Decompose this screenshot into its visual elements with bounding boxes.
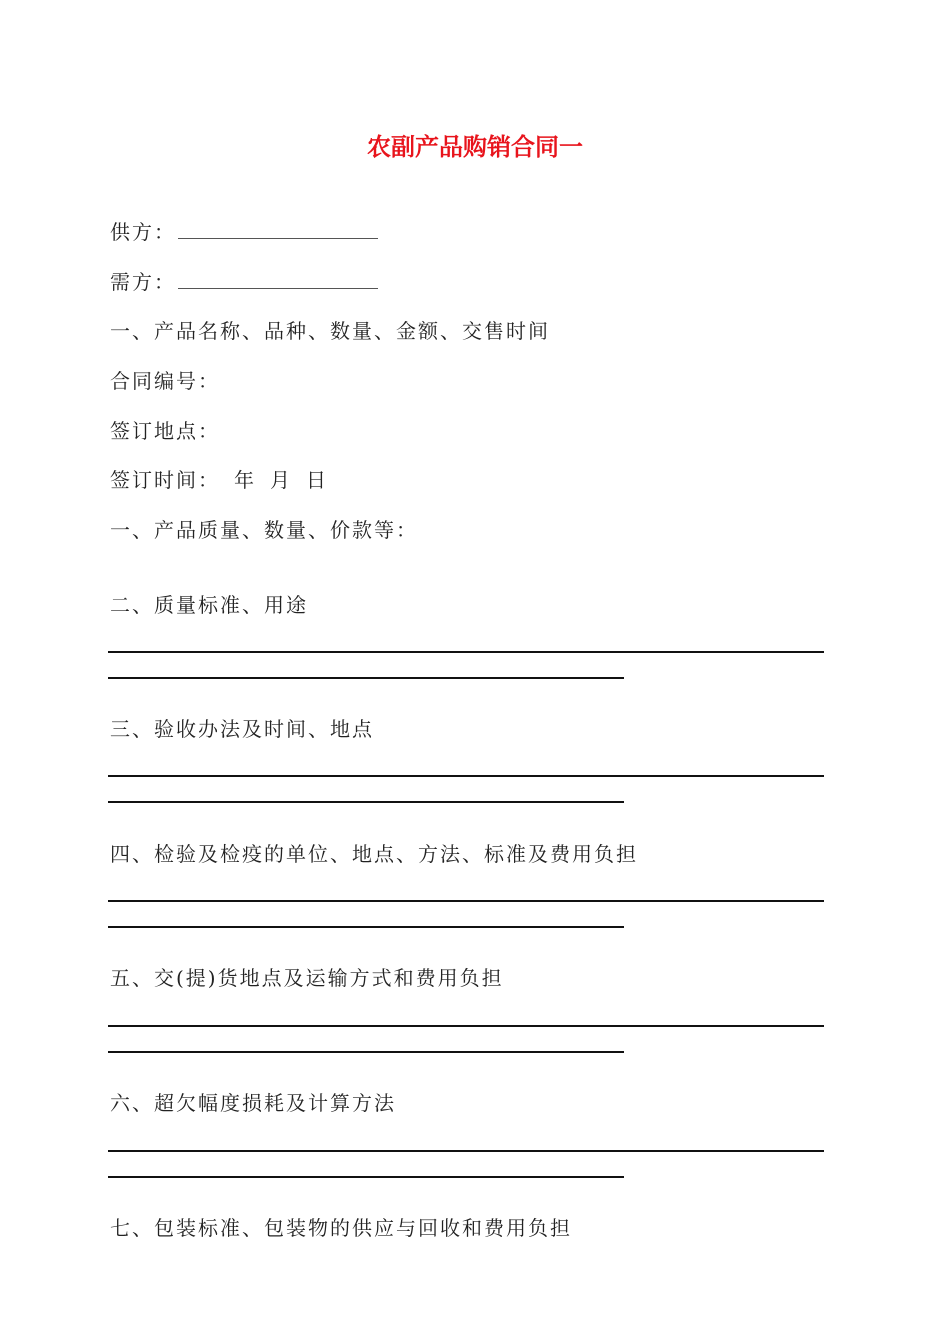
document-title: 农副产品购销合同一 [367, 133, 583, 161]
fill-in-rule [108, 801, 624, 803]
sign-day: 日 [306, 468, 328, 492]
buyer-line [110, 269, 378, 295]
supplier-line [110, 219, 378, 245]
fill-in-rule [108, 900, 824, 902]
buyer-label: 需方： [110, 270, 176, 294]
buyer-blank [178, 270, 378, 289]
section-one-sub: 一、产品质量、数量、价款等： [110, 518, 418, 542]
fill-in-rule [108, 1176, 624, 1178]
fill-in-rule [108, 1051, 624, 1053]
supplier-label: 供方： [110, 220, 176, 244]
fill-in-rule [108, 775, 824, 777]
fill-in-rule [108, 651, 824, 653]
supplier-blank [178, 220, 378, 239]
fill-in-rule [108, 1150, 824, 1152]
section-heading: 二、质量标准、用途 [110, 593, 308, 617]
sign-time-label: 签订时间： [110, 468, 220, 492]
fill-in-rule [108, 677, 624, 679]
sign-month: 月 [270, 468, 292, 492]
section-heading: 三、验收办法及时间、地点 [110, 717, 374, 741]
sign-year: 年 [234, 468, 256, 492]
section-heading: 四、检验及检疫的单位、地点、方法、标准及费用负担 [110, 842, 638, 866]
sign-place-label: 签订地点： [110, 419, 220, 443]
contract-number-label: 合同编号： [110, 369, 220, 393]
sign-time-line [110, 467, 328, 493]
section-heading: 六、超欠幅度损耗及计算方法 [110, 1091, 396, 1115]
section-heading: 七、包装标准、包装物的供应与回收和费用负担 [110, 1216, 572, 1240]
section-heading: 五、交(提)货地点及运输方式和费用负担 [110, 966, 504, 990]
fill-in-rule [108, 1025, 824, 1027]
fill-in-rule [108, 926, 624, 928]
section-one-heading: 一、产品名称、品种、数量、金额、交售时间 [110, 319, 550, 343]
